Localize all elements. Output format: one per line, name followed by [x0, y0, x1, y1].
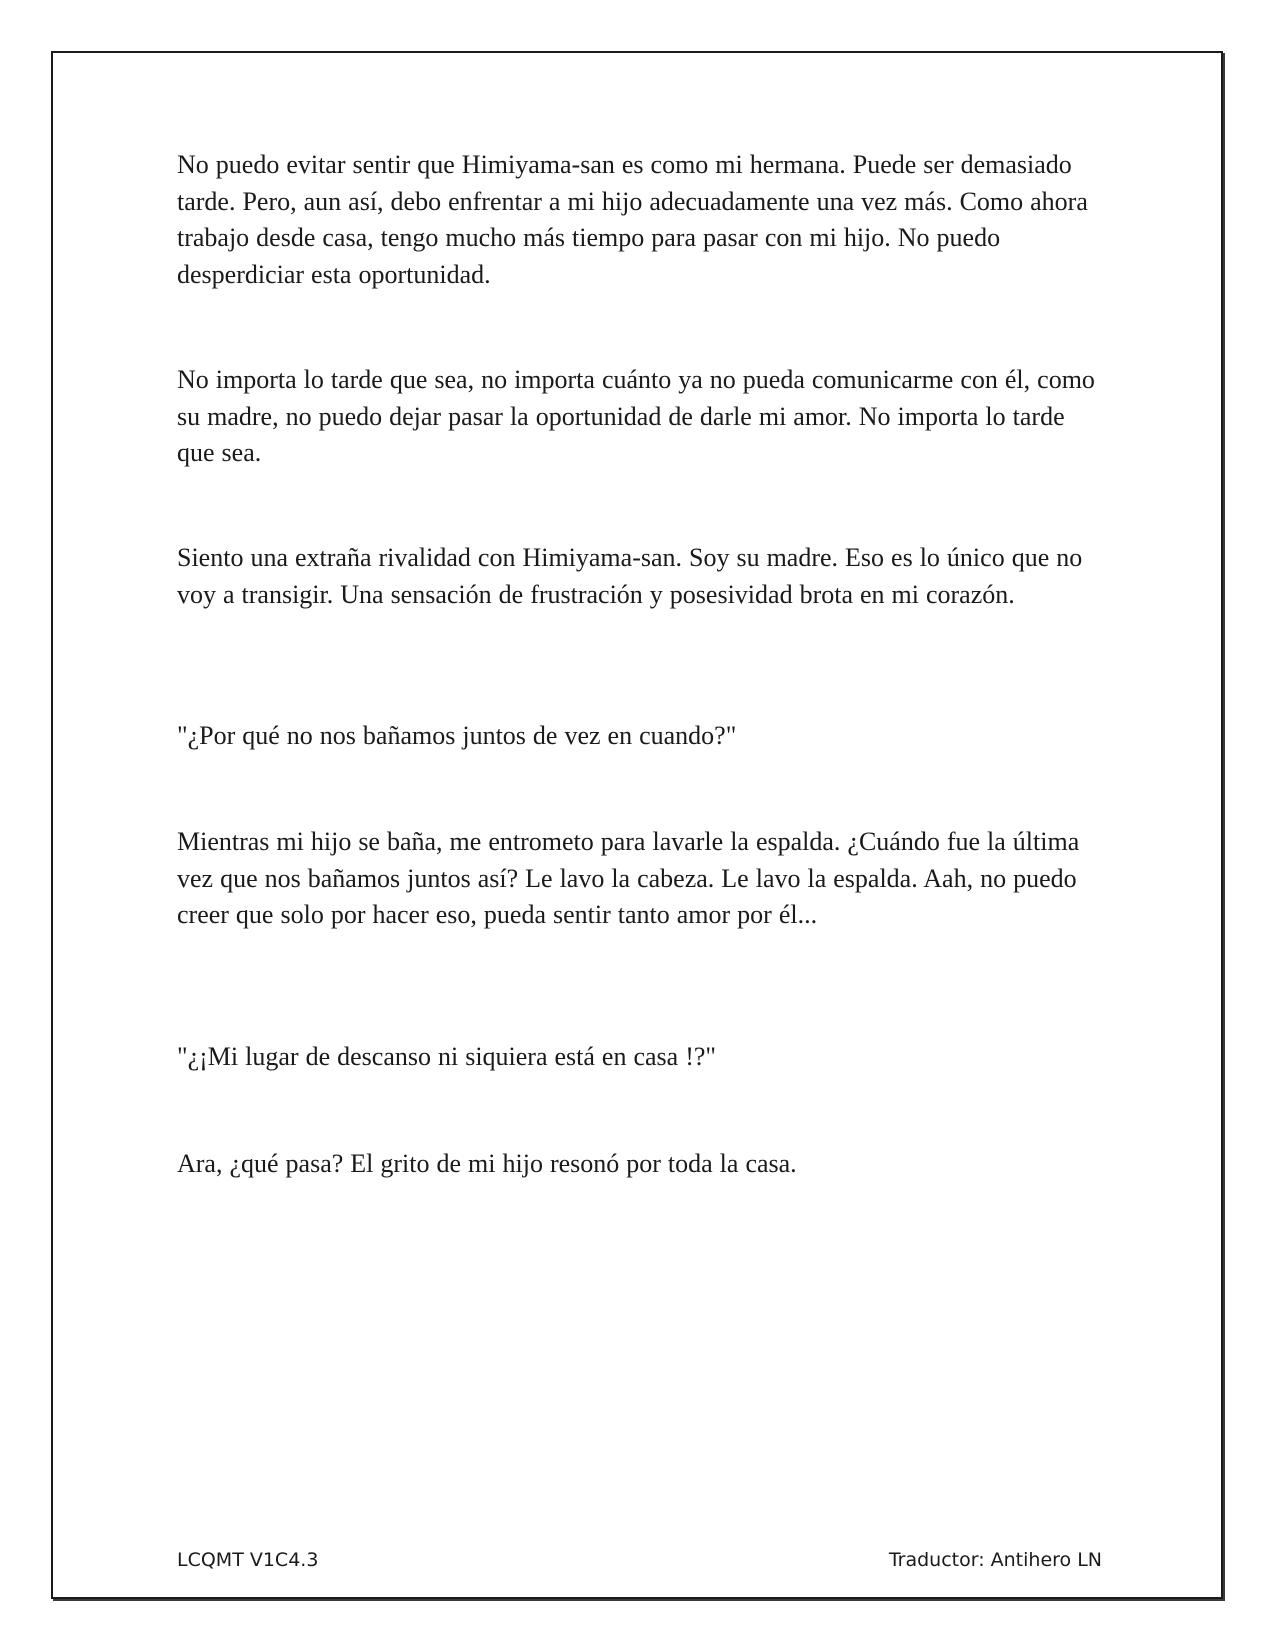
- paragraph: Mientras mi hijo se baña, me entrometo para lavarle la espalda. ¿Cuándo fue la última vez que nos bañamos juntos así? Le lavo la cabeza. Le lavo la espalda. Aah, no puedo creer que solo por hacer eso, pueda sentir tanto amor por él...: [177, 827, 1080, 929]
- paragraph: No importa lo tarde que sea, no importa cuánto ya no pueda comunicarme con él, como su madre, no puedo dejar pasar la oportunidad de darle mi amor. No importa lo tarde que sea.: [177, 365, 1095, 467]
- paragraph: Siento una extraña rivalidad con Himiyama-san. Soy su madre. Eso es lo único que no voy a transigir. Una sensación de frustración y posesividad brota en mi corazón.: [177, 543, 1083, 609]
- footer-chapter-label: LCQMT V1C4.3: [177, 1549, 319, 1571]
- dialogue-line: "¿Por qué no nos bañamos juntos de vez en cuando?": [177, 721, 737, 750]
- paragraph: Ara, ¿qué pasa? El grito de mi hijo resonó por toda la casa.: [177, 1149, 797, 1178]
- paragraph: No puedo evitar sentir que Himiyama-san es como mi hermana. Puede ser demasiado tarde. Pero, aun así, debo enfrentar a mi hijo adecuadamente una vez más. Como ahora trabajo desde casa, tengo mucho más tiempo para pasar con mi hijo. No puedo desperdiciar esta oportunidad.: [177, 150, 1088, 289]
- dialogue-line: "¿¡Mi lugar de descanso ni siquiera está en casa !?": [177, 1042, 717, 1071]
- footer-translator-credit: Traductor: Antihero LN: [888, 1549, 1102, 1571]
